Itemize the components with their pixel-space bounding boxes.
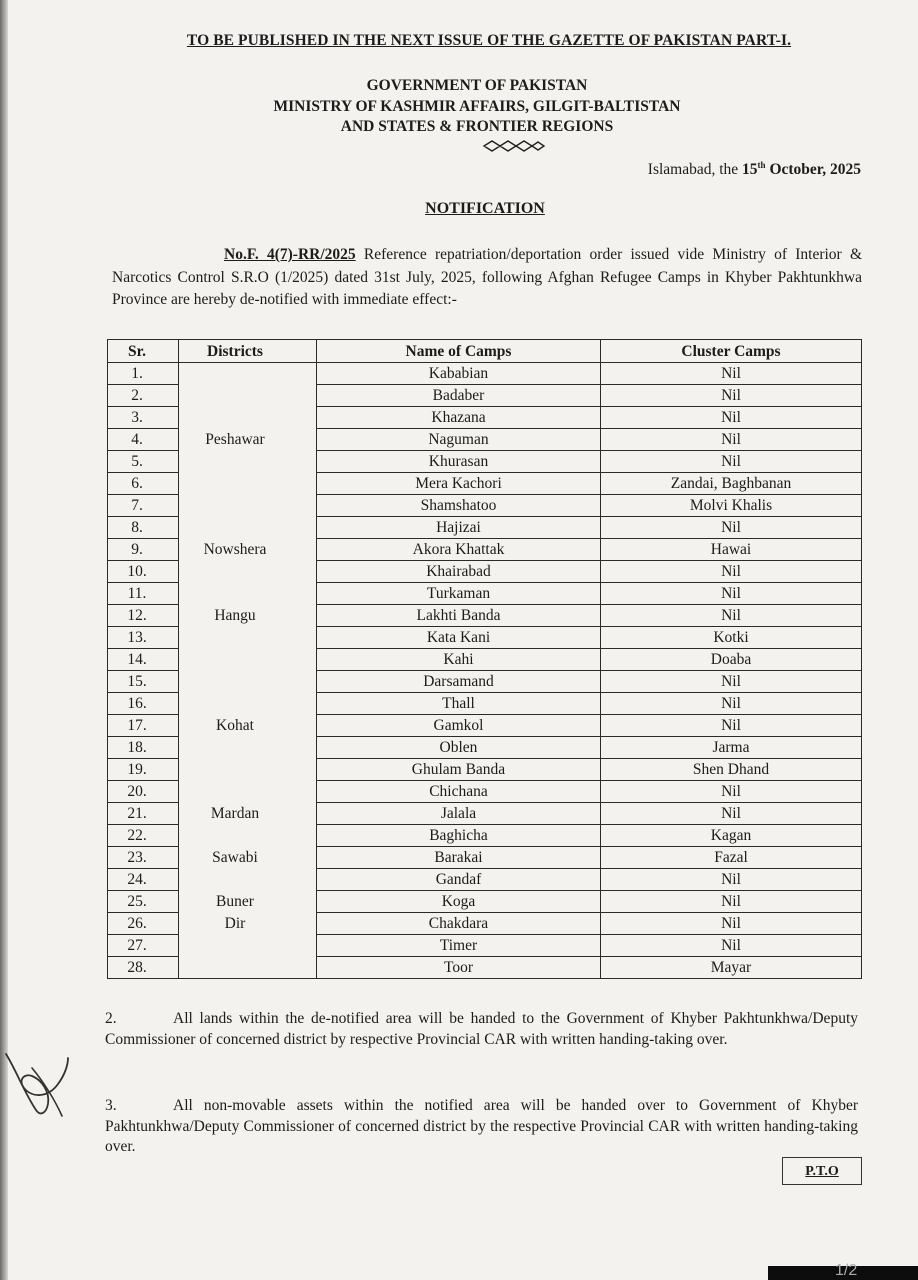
table-row [108,407,862,429]
table-row [108,429,862,451]
table-body [108,363,862,979]
header-districts: Districts [179,340,317,363]
cell-sr: 16. [108,693,179,715]
table-row [108,737,862,759]
cell-district [179,671,317,693]
cell-sr: 5. [108,451,179,473]
cell-sr: 11. [108,583,179,605]
table-row [108,671,862,693]
cell-cluster-camps: Nil [601,715,862,737]
cell-camp-name: Gandaf [317,869,601,891]
cell-cluster-camps: Nil [601,429,862,451]
cell-cluster-camps: Doaba [601,649,862,671]
table-row [108,715,862,737]
table-row [108,627,862,649]
cell-district: Hangu [179,605,317,627]
table-row [108,561,862,583]
cell-cluster-camps: Nil [601,671,862,693]
cell-camp-name: Akora Khattak [317,539,601,561]
date-suffix: th [757,160,766,170]
paragraph-3 [105,1096,858,1158]
header-camp-name: Name of Camps [317,340,601,363]
cell-district: Peshawar [179,429,317,451]
cell-camp-name: Ghulam Banda [317,759,601,781]
cell-cluster-camps: Hawai [601,539,862,561]
paragraph-2 [105,1009,858,1050]
cell-district: Sawabi [179,847,317,869]
table-row [108,891,862,913]
cell-cluster-camps: Nil [601,693,862,715]
table-row [108,847,862,869]
cell-sr: 23. [108,847,179,869]
cell-district [179,957,317,979]
paragraph-3-number: 3. [105,1097,117,1114]
cell-district [179,561,317,583]
ornament-icon [482,139,546,153]
gov-line-3: AND STATES & FRONTIER REGIONS [340,118,614,135]
pto-label: P.T.O [805,1164,839,1179]
cell-sr: 19. [108,759,179,781]
cell-district [179,935,317,957]
cell-district [179,363,317,385]
cell-cluster-camps: Nil [601,385,862,407]
table-row [108,495,862,517]
cell-sr: 26. [108,913,179,935]
cell-camp-name: Khurasan [317,451,601,473]
cell-sr: 14. [108,649,179,671]
cell-camp-name: Chichana [317,781,601,803]
cell-cluster-camps: Nil [601,517,862,539]
cell-camp-name: Jalala [317,803,601,825]
date-day: 15 [742,161,758,179]
cell-sr: 21. [108,803,179,825]
cell-cluster-camps: Nil [601,451,862,473]
table-row [108,957,862,979]
cell-camp-name: Khairabad [317,561,601,583]
table-row [108,803,862,825]
table-row [108,913,862,935]
gov-line-1: GOVERNMENT OF PAKISTAN [366,77,588,94]
cell-sr: 15. [108,671,179,693]
cell-sr: 12. [108,605,179,627]
cell-sr: 6. [108,473,179,495]
cell-cluster-camps: Nil [601,583,862,605]
cell-camp-name: Shamshatoo [317,495,601,517]
cell-camp-name: Badaber [317,385,601,407]
cell-district: Mardan [179,803,317,825]
cell-sr: 13. [108,627,179,649]
cell-cluster-camps: Nil [601,781,862,803]
cell-sr: 9. [108,539,179,561]
cell-district: Nowshera [179,539,317,561]
cell-cluster-camps: Kotki [601,627,862,649]
cell-camp-name: Baghicha [317,825,601,847]
cell-sr: 24. [108,869,179,891]
cell-cluster-camps: Jarma [601,737,862,759]
cell-camp-name: Thall [317,693,601,715]
cell-sr: 4. [108,429,179,451]
cell-sr: 18. [108,737,179,759]
cell-district [179,385,317,407]
cell-sr: 1. [108,363,179,385]
table-header-row [108,340,862,363]
cell-camp-name: Toor [317,957,601,979]
cell-cluster-camps: Nil [601,913,862,935]
cell-district [179,759,317,781]
header-cluster-camps: Cluster Camps [601,340,862,363]
cell-district [179,517,317,539]
place-text: Islamabad, the [647,161,739,179]
cell-cluster-camps: Nil [601,363,862,385]
cell-district [179,737,317,759]
cell-cluster-camps: Shen Dhand [601,759,862,781]
cell-cluster-camps: Nil [601,935,862,957]
cell-camp-name: Gamkol [317,715,601,737]
table-row [108,935,862,957]
cell-camp-name: Barakai [317,847,601,869]
cell-camp-name: Oblen [317,737,601,759]
cell-camp-name: Darsamand [317,671,601,693]
cell-cluster-camps: Nil [601,891,862,913]
cell-sr: 17. [108,715,179,737]
cell-sr: 10. [108,561,179,583]
cell-sr: 8. [108,517,179,539]
cell-sr: 22. [108,825,179,847]
table-row [108,473,862,495]
cell-camp-name: Timer [317,935,601,957]
table-row [108,693,862,715]
notification-title: NOTIFICATION [425,200,545,217]
paragraph-2-number: 2. [105,1010,117,1027]
cell-camp-name: Naguman [317,429,601,451]
cell-cluster-camps: Kagan [601,825,862,847]
page-mark: 1/2 [835,1262,858,1279]
table-row [108,825,862,847]
reference-number: No.F. 4(7)-RR/2025 [224,246,356,263]
cell-camp-name: Mera Kachori [317,473,601,495]
header-sr: Sr. [108,340,179,363]
cell-district: Kohat [179,715,317,737]
table-row [108,451,862,473]
cell-district [179,407,317,429]
cell-cluster-camps: Nil [601,803,862,825]
date-rest: October, 2025 [769,161,861,179]
table-row [108,759,862,781]
cell-sr: 2. [108,385,179,407]
cell-district [179,495,317,517]
table-row [108,385,862,407]
cell-district: Dir [179,913,317,935]
cell-district [179,473,317,495]
intro-text: Reference repatriation/deportation order issued vide Ministry of Interior & Narcotics Control S.R.O (1/2025) dated 31st July, 2025, following Afghan Refugee Camps in Khyber Pakhtunkhwa Province are hereby de-notified with immediate effect:- [112,246,863,308]
table-row [108,869,862,891]
table-row [108,583,862,605]
gazette-banner: TO BE PUBLISHED IN THE NEXT ISSUE OF THE GAZETTE OF PAKISTAN PART-I. [186,32,792,49]
cell-sr: 27. [108,935,179,957]
cell-district: Buner [179,891,317,913]
cell-district [179,869,317,891]
camps-table [107,339,862,979]
cell-sr: 20. [108,781,179,803]
cell-cluster-camps: Nil [601,561,862,583]
intro-paragraph [112,244,862,312]
pto-box [782,1157,862,1185]
cell-cluster-camps: Nil [601,869,862,891]
cell-camp-name: Chakdara [317,913,601,935]
table-row [108,539,862,561]
table-row [108,781,862,803]
cell-camp-name: Khazana [317,407,601,429]
cell-camp-name: Kahi [317,649,601,671]
government-heading [0,76,918,138]
place-date [648,160,861,179]
cell-sr: 3. [108,407,179,429]
cell-district [179,583,317,605]
cell-district [179,825,317,847]
cell-camp-name: Hajizai [317,517,601,539]
cell-sr: 25. [108,891,179,913]
cell-district [179,693,317,715]
cell-district [179,649,317,671]
table-row [108,363,862,385]
cell-camp-name: Kata Kani [317,627,601,649]
cell-camp-name: Koga [317,891,601,913]
cell-cluster-camps: Mayar [601,957,862,979]
paragraph-2-text: All lands within the de-notified area will be handed to the Government of Khyber Pakhtunkhwa/Deputy Commissioner of concerned district by respective Provincial CAR with written handing-taking over. [105,1010,858,1048]
cell-camp-name: Kababian [317,363,601,385]
initials-signature-icon [2,1040,74,1122]
cell-camp-name: Lakhti Banda [317,605,601,627]
table-row [108,605,862,627]
cell-cluster-camps: Fazal [601,847,862,869]
cell-sr: 28. [108,957,179,979]
cell-district [179,781,317,803]
cell-district [179,451,317,473]
gov-line-2: MINISTRY OF KASHMIR AFFAIRS, GILGIT-BALTISTAN [273,97,681,115]
table-row [108,649,862,671]
cell-cluster-camps: Molvi Khalis [601,495,862,517]
cell-cluster-camps: Nil [601,407,862,429]
cell-cluster-camps: Nil [601,605,862,627]
cell-camp-name: Turkaman [317,583,601,605]
cell-sr: 7. [108,495,179,517]
table-row [108,517,862,539]
paragraph-3-text: All non-movable assets within the notified area will be handed over to Government of Khyber Pakhtunkhwa/Deputy Commissioner of concerned district by the respective Provincial CAR with written handing-taking over. [105,1097,858,1155]
cell-cluster-camps: Zandai, Baghbanan [601,473,862,495]
cell-district [179,627,317,649]
